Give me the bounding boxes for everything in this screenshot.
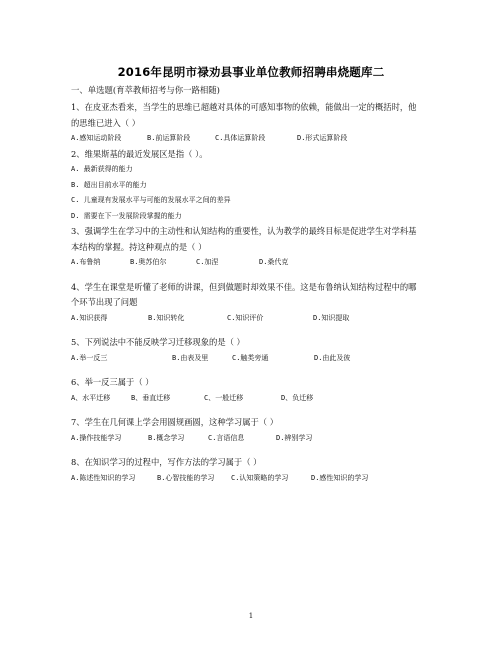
- option-c: C. 儿童现有发展水平与可能的发展水平之间的差异: [71, 196, 231, 204]
- question-text-line: 1、在皮亚杰看来，当学生的思维已超越对具体的可感知事物的依赖，能做出一定的概括时，他: [71, 102, 417, 112]
- question-text-line: 个环节出现了问题: [71, 297, 138, 307]
- question-text-line: 2、维果斯基的最近发展区是指（ ）。: [71, 148, 208, 159]
- question-text-line: 7、学生在几何课上学会用圆规画圆，这种学习属于（ ）: [71, 417, 279, 427]
- option-a: A.举一反三: [71, 353, 108, 362]
- option-b: B. 超出目前水平的能力: [71, 180, 147, 189]
- option-b: B.心智技能的学习: [157, 473, 215, 482]
- option-d: D.由此及彼: [314, 353, 351, 362]
- option-row: [71, 431, 443, 447]
- option-row: [71, 351, 443, 367]
- option-c: C.知识评价: [227, 313, 264, 322]
- option-d: D.感性知识的学习: [311, 473, 369, 482]
- option-c: C.具体运算阶段: [215, 134, 266, 142]
- option-a: A. 最新获得的能力: [71, 165, 133, 173]
- question-text-line: 4、学生在课堂是听懂了老师的讲课，但到做题时却效果不佳。这是布鲁纳认知结构过程中的哪: [71, 281, 417, 292]
- option-a: A.操作技能学习: [71, 433, 122, 442]
- option-d: D、负迁移: [281, 393, 314, 402]
- option-d: D.知识提取: [313, 313, 350, 322]
- question-8: [71, 455, 443, 486]
- page-number: 1: [248, 612, 254, 620]
- option-a: A.感知运动阶段: [71, 134, 122, 142]
- option-row: [71, 311, 443, 327]
- option-a: A.陈述性知识的学习: [71, 473, 136, 482]
- option-d: D.形式运算阶段: [297, 134, 348, 142]
- option-d: D. 需要在下一发展阶段掌握的能力: [71, 211, 182, 220]
- question-1: [71, 100, 443, 147]
- option-b: B.知识转化: [148, 313, 185, 322]
- option-row: [71, 471, 443, 487]
- option-row: [71, 391, 443, 407]
- question-4: [71, 280, 443, 327]
- question-3: [71, 224, 443, 271]
- option-c: C.认知策略的学习: [231, 473, 289, 482]
- question-text-line: 的思维已进入（ ）: [71, 117, 141, 128]
- option-b: B、垂直迁移: [131, 393, 171, 402]
- option-a: A、水平迁移: [71, 393, 111, 402]
- question-text-line: 本结构的掌握。持这种观点的是（ ）: [71, 241, 207, 252]
- section-heading: 一、单选题(育萃教师招考与你一路相随): [71, 85, 220, 95]
- document-title: 2016年昆明市禄劝县事业单位教师招聘串烧题库二: [117, 65, 385, 79]
- option-a: A.知识获得: [71, 313, 108, 322]
- option-row: [71, 255, 443, 271]
- question-content: [71, 84, 443, 486]
- question-5: [71, 335, 443, 366]
- option-c: C.触类旁通: [232, 353, 269, 362]
- option-b: B.前运算阶段: [147, 134, 191, 142]
- question-2: [71, 147, 443, 225]
- option-row: [71, 131, 443, 147]
- option-c: C.加涅: [196, 258, 219, 266]
- option-b: B.概念学习: [148, 433, 185, 442]
- option-d: D.辨别学习: [276, 433, 313, 442]
- option-a: A.布鲁纳: [71, 258, 101, 266]
- question-7: [71, 415, 443, 446]
- option-c: C.言语信息: [208, 433, 245, 442]
- option-b: B.由表及里: [172, 353, 209, 362]
- question-text-line: 3、强调学生在学习中的主动性和认知结构的重要性，认为教学的最终目标是促进学生对学科基: [71, 226, 417, 236]
- option-d: D.桑代克: [259, 258, 289, 266]
- question-text-line: 6、举一反三属于（ ）: [71, 377, 154, 387]
- question-6: [71, 375, 443, 406]
- question-text-line: 8、在知识学习的过程中，写作方法的学习属于（ ）: [71, 457, 262, 467]
- option-c: C、一般迁移: [204, 393, 244, 402]
- question-text-line: 5、下列说法中不能反映学习迁移现象的是（ ）: [71, 337, 245, 347]
- option-b: B.奥苏伯尔: [130, 258, 167, 266]
